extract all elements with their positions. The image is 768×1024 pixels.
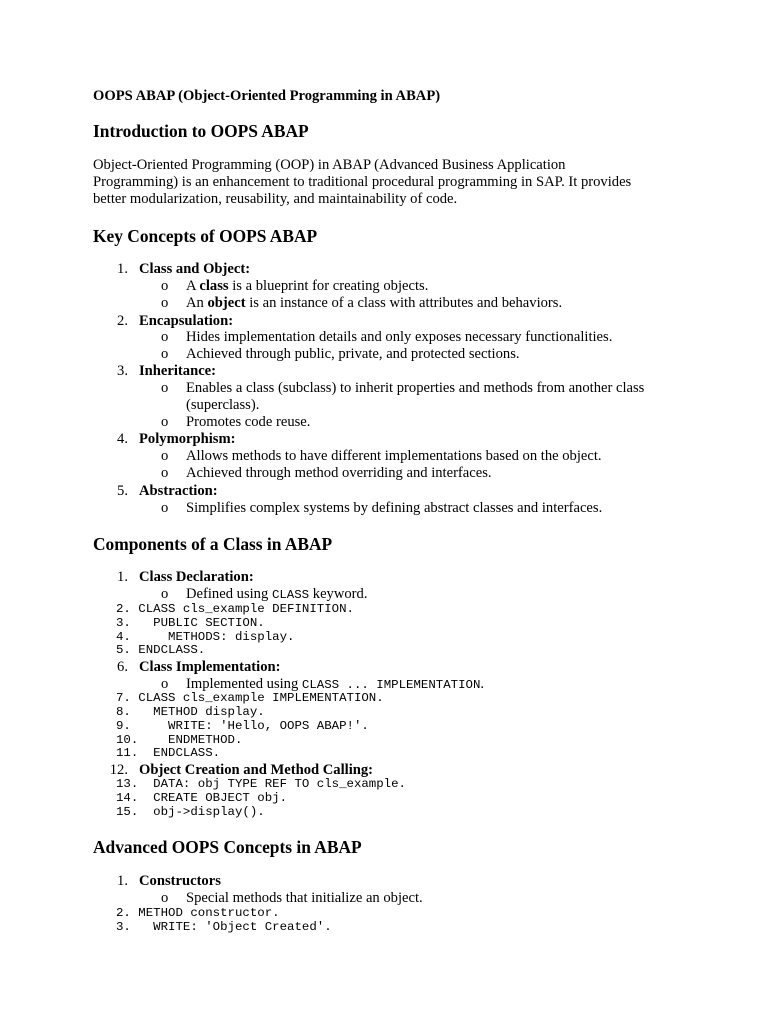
document-title: OOPS ABAP (Object-Oriented Programming in ABAP) <box>93 88 441 104</box>
bullet-text: Implemented using CLASS ... IMPLEMENTATION. <box>186 676 485 692</box>
bullet-text: Achieved through public, private, and protected sections. <box>186 346 520 362</box>
list-number: 1. <box>117 261 128 277</box>
code-line: 2. METHOD constructor. <box>116 906 280 920</box>
list-item-label: Inheritance: <box>139 363 217 379</box>
code-line: 15. obj->display(). <box>116 805 265 819</box>
code-line: 14. CREATE OBJECT obj. <box>116 791 288 805</box>
intro-paragraph-line: better modularization, reusability, and maintainability of code. <box>93 191 458 207</box>
bullet-marker: o <box>161 586 169 602</box>
list-item-label: Object Creation and Method Calling: <box>139 762 374 778</box>
list-item-label: Constructors <box>139 873 221 889</box>
code-line: 11. ENDCLASS. <box>116 746 221 760</box>
bullet-text: Defined using CLASS keyword. <box>186 586 368 602</box>
list-number: 1. <box>117 873 128 889</box>
key-concepts-heading: Key Concepts of OOPS ABAP <box>93 226 318 246</box>
bullet-marker: o <box>161 500 169 516</box>
bullet-marker: o <box>161 380 169 396</box>
list-number: 3. <box>117 363 128 379</box>
bullet-text: Promotes code reuse. <box>186 414 311 430</box>
code-line: 2. CLASS cls_example DEFINITION. <box>116 602 354 616</box>
code-line: 5. ENDCLASS. <box>116 643 206 657</box>
bullet-marker: o <box>161 278 169 294</box>
advanced-heading: Advanced OOPS Concepts in ABAP <box>93 837 362 857</box>
list-item-label: Abstraction: <box>139 483 218 499</box>
bullet-marker: o <box>161 329 169 345</box>
bold-term: object <box>207 295 246 311</box>
bullet-marker: o <box>161 295 169 311</box>
bullet-marker: o <box>161 448 169 464</box>
bullet-text: An object is an instance of a class with attributes and behaviors. <box>186 295 563 311</box>
code-line: 3. WRITE: 'Object Created'. <box>116 920 332 934</box>
inline-code: CLASS <box>271 588 310 602</box>
list-item-label: Class Declaration: <box>139 569 254 585</box>
code-line: 4. METHODS: display. <box>116 630 295 644</box>
bullet-marker: o <box>161 890 169 906</box>
components-heading: Components of a Class in ABAP <box>93 534 333 554</box>
list-number: 5. <box>117 483 128 499</box>
intro-paragraph-line: Programming) is an enhancement to traditional procedural programming in SAP. It provides <box>93 174 632 190</box>
code-line: 8. METHOD display. <box>116 705 265 719</box>
list-number: 2. <box>117 313 128 329</box>
list-item-label: Polymorphism: <box>139 431 236 447</box>
list-number: 4. <box>117 431 128 447</box>
list-item-label: Class Implementation: <box>139 659 281 675</box>
bullet-text: Special methods that initialize an object. <box>186 890 423 906</box>
code-line: 10. ENDMETHOD. <box>116 733 243 747</box>
list-number: 12. <box>109 762 128 778</box>
code-line: 3. PUBLIC SECTION. <box>116 616 265 630</box>
bullet-text: A class is a blueprint for creating objects. <box>186 278 429 294</box>
list-number: 6. <box>117 659 128 675</box>
code-line: 13. DATA: obj TYPE REF TO cls_example. <box>116 777 406 791</box>
code-line: 7. CLASS cls_example IMPLEMENTATION. <box>116 691 384 705</box>
bullet-text: Allows methods to have different implementations based on the object. <box>186 448 602 464</box>
bullet-text: Simplifies complex systems by defining abstract classes and interfaces. <box>186 500 603 516</box>
bullet-marker: o <box>161 465 169 481</box>
list-item-label: Class and Object: <box>139 261 251 277</box>
intro-heading: Introduction to OOPS ABAP <box>93 121 309 141</box>
bullet-marker: o <box>161 414 169 430</box>
intro-paragraph-line: Object-Oriented Programming (OOP) in ABAP (Advanced Business Application <box>93 157 566 173</box>
bullet-marker: o <box>161 346 169 362</box>
bullet-text: Enables a class (subclass) to inherit properties and methods from another class <box>186 380 645 396</box>
inline-code: CLASS ... IMPLEMENTATION <box>301 678 481 692</box>
bullet-text: Achieved through method overriding and interfaces. <box>186 465 492 481</box>
list-item-label: Encapsulation: <box>139 313 234 329</box>
bullet-text: (superclass). <box>186 397 260 413</box>
bullet-text: Hides implementation details and only exposes necessary functionalities. <box>186 329 613 345</box>
code-line: 9. WRITE: 'Hello, OOPS ABAP!'. <box>116 719 369 733</box>
list-number: 1. <box>117 569 128 585</box>
bullet-marker: o <box>161 676 169 692</box>
bold-term: class <box>199 278 229 294</box>
